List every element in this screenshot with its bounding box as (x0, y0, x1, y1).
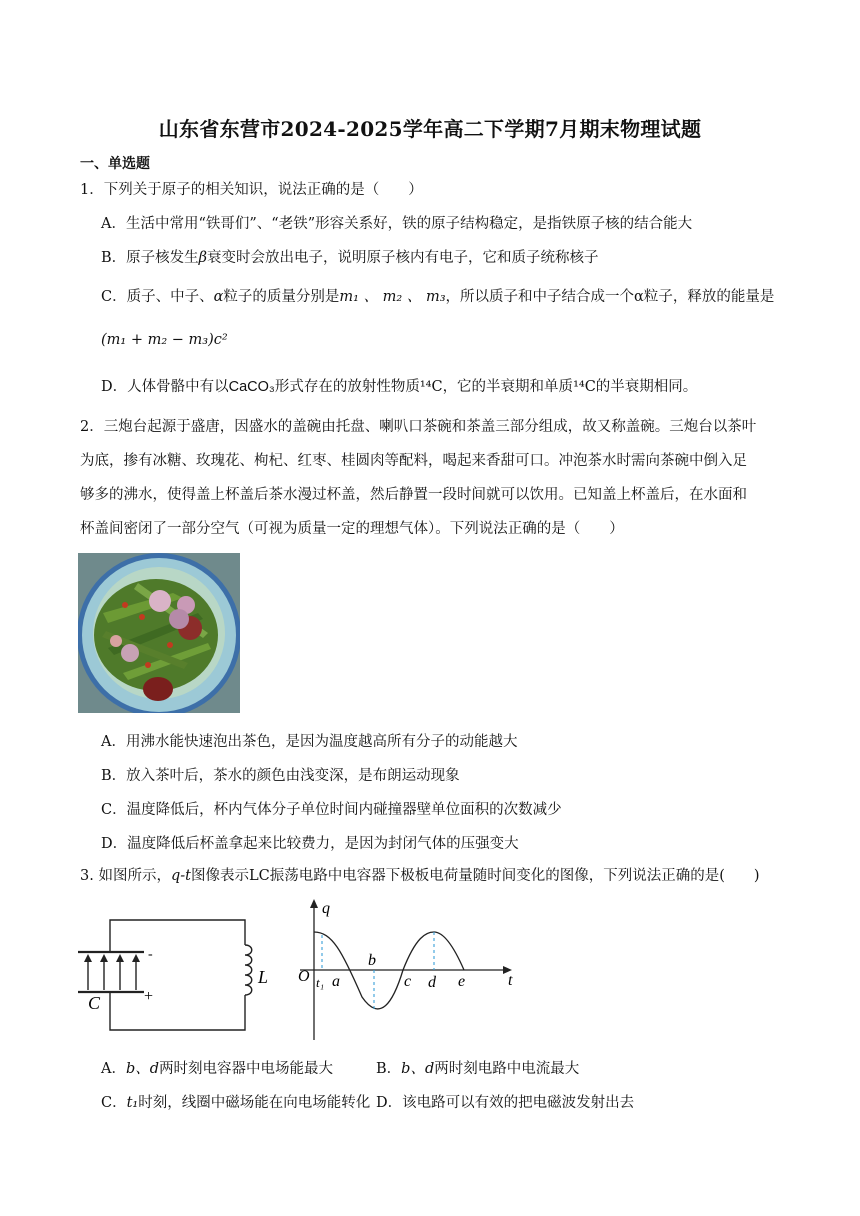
tea-bowl-photo (78, 553, 240, 713)
axis-t-label: t (508, 972, 513, 989)
q1-option-b: B．原子核发生β衰变时会放出电子，说明原子核内有电子，它和质子统称核子 (101, 250, 599, 266)
page-title: 山东省东营市2024-2025学年高二下学期7月期末物理试题 (158, 117, 702, 141)
minus-sign: - (148, 947, 153, 962)
lc-circuit-figure (78, 920, 252, 1030)
q2-stem-line4: 杯盖间密闭了一部分空气（可视为质量一定的理想气体）。下列说法正确的是（ ） (80, 521, 624, 537)
q1-option-a: A．生活中常用“铁哥们”、“老铁”形容关系好，铁的原子结构稳定，是指铁原子核的结合能大 (101, 216, 693, 232)
section-heading: 一、单选题 (80, 156, 150, 172)
q2-stem-line3: 够多的沸水，使得盖上杯盖后茶水漫过杯盖，然后静置一段时间就可以饮用。已知盖上杯盖后，在水面和 (80, 487, 747, 503)
q-t-graph (300, 903, 508, 1040)
plus-sign: + (144, 988, 154, 1005)
q3-option-a: A．b、d两时刻电容器中电场能最大 (101, 1061, 334, 1077)
q3-stem: 3. 如图所示，q-t图像表示LC振荡电路中电容器下极板电荷量随时间变化的图像，下列说法正确的是( ) (80, 868, 760, 884)
q3-option-b: B．b、d两时刻电路中电流最大 (376, 1061, 580, 1077)
q1-option-d: D．人体骨骼中有以CaCO₃形式存在的放射性物质¹⁴C，它的半衰期和单质¹⁴C的半衰期相同。 (101, 379, 698, 395)
inductor-label: L (258, 967, 269, 987)
q2-option-a: A．用沸水能快速泡出茶色，是因为温度越高所有分子的动能越大 (101, 734, 518, 750)
capacitor-label: C (88, 993, 101, 1013)
q2-stem-line1: 2．三炮台起源于盛唐，因盛水的盖碗由托盘、喇叭口茶碗和茶盖三部分组成，故又称盖碗。三炮台以茶叶 (80, 419, 757, 435)
point-d-label: d (428, 974, 436, 991)
t1-label: t₁ (316, 975, 325, 990)
q3-option-d: D．该电路可以有效的把电磁波发射出去 (376, 1095, 635, 1111)
point-c-label: c (404, 973, 412, 990)
q2-stem-line2: 为底，掺有冰糖、玫瑰花、枸杞、红枣、桂圆肉等配料，喝起来香甜可口。冲泡茶水时需向茶碗中倒入足 (80, 453, 747, 469)
point-a-label: a (332, 973, 340, 990)
q3-option-c: C．t₁时刻，线圈中磁场能在向电场能转化 (101, 1095, 371, 1111)
lc-circuit-and-graph (78, 895, 528, 1045)
q1-stem: 1．下列关于原子的相关知识，说法正确的是（ ） (80, 182, 423, 198)
point-b-label: b (368, 952, 376, 969)
axis-q-label: q (322, 900, 330, 917)
q2-option-c: C．温度降低后，杯内气体分子单位时间内碰撞器壁单位面积的次数减少 (101, 802, 562, 818)
q2-option-d: D．温度降低后杯盖拿起来比较费力，是因为封闭气体的压强变大 (101, 836, 519, 852)
point-e-label: e (458, 973, 466, 990)
q2-option-b: B．放入茶叶后，茶水的颜色由浅变深，是布朗运动现象 (101, 768, 460, 784)
origin-label: O (298, 968, 310, 985)
q1-option-c: C．质子、中子、α粒子的质量分别是m₁ 、 m₂ 、 m₃，所以质子和中子结合成一个α粒子，释放的能量是 (101, 289, 775, 305)
q1-option-c-formula: (m₁ + m₂ − m₃)c² (101, 332, 228, 348)
